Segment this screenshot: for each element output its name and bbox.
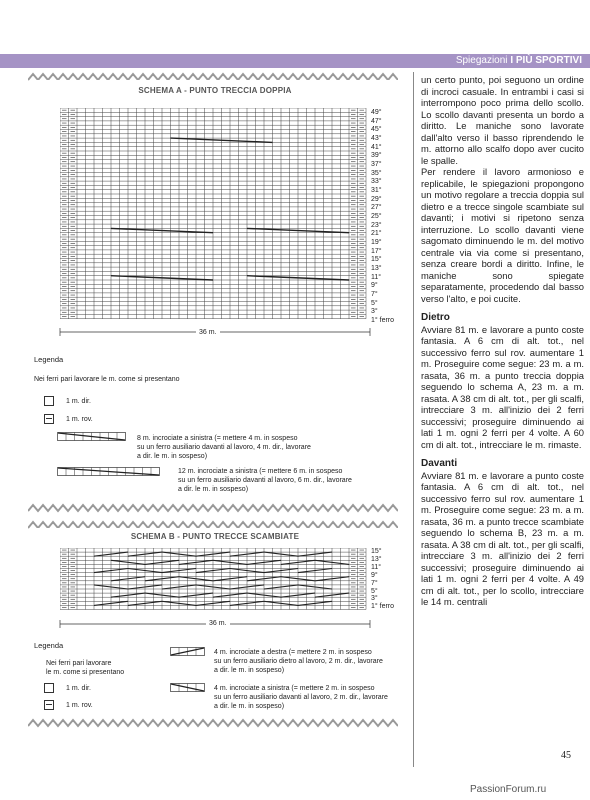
schema-b-row-label: 13° bbox=[371, 555, 382, 563]
schema-a-row-label: 27° bbox=[371, 204, 382, 212]
schema-a-title: SCHEMA A - PUNTO TRECCIA DOPPIA bbox=[138, 86, 292, 95]
schema-a-row-label: 35° bbox=[371, 169, 382, 177]
schema-a-row-label: 1° ferro bbox=[371, 316, 395, 324]
schema-b-title: SCHEMA B - PUNTO TRECCE SCAMBIATE bbox=[130, 532, 300, 541]
schema-b-row-label: 5° bbox=[371, 587, 378, 595]
schema-a-row-label: 5° bbox=[371, 299, 378, 307]
legend-b-rov: 1 m. rov. bbox=[66, 702, 93, 709]
intro-paragraph: un certo punto, poi seguono un ordine di incroci casuale. In entrambi i casi si interrompono poco prima dello scollo. Lo scollo davanti presenta un bordo a diritto. Le maniche sono lavorate dall'alto verso il basso riprendendo le m. attorno allo scalfo dopo aver cucito le spalle. bbox=[421, 74, 584, 166]
schema-a-row-label: 13° bbox=[371, 264, 382, 272]
design-paragraph: Per rendere il lavoro armonioso e replicabile, le spiegazioni propongono un motivo regolare a treccia doppia sul dietro e a trecce singole scambiate sul davanti; i motivi si ripetono senza interruzione. Lo scollo davanti viene sagomato diminuendo le m. del motivo centrale via via come si presentano, senza creare bordi a diritto. Infine, le maniche sono spiegate separatamente, procedendo dal basso verso l'alto, e poi cucite. bbox=[421, 166, 584, 304]
cable-12-left-icon bbox=[57, 467, 167, 477]
cable-4-left-icon bbox=[170, 683, 206, 693]
schema-a-row-label: 11° bbox=[371, 273, 382, 281]
legend-a-title: Legenda bbox=[34, 355, 64, 364]
schema-b-panel bbox=[30, 528, 400, 611]
schema-a-row-label: 23° bbox=[371, 221, 382, 229]
schema-a-panel bbox=[30, 80, 400, 320]
davanti-paragraph: Avviare 81 m. e lavorare a punto coste fantasia. A 6 cm di alt. tot., nel successivo ferro sul rov. aumentare 1 m. Proseguire come segue: 23 m. a m. rasata, 36 m. a punto trecce scambiate seguendo lo schema B, 23 m. a m. rasata. A 38 cm di alt. tot., per gli scalfi, intrecciare 3 m. all'inizio dei 2 ferri successivi; proseguire diminuendo ai lati 1 m. ogni 2 ferri per 4 volte. A 49 cm di alt. tot., per lo scollo, intrecciare le 14 m. centrali bbox=[421, 469, 584, 607]
purl-symbol-icon bbox=[44, 700, 54, 710]
dietro-paragraph: Avviare 81 m. e lavorare a punto coste fantasia. A 6 cm di alt. tot., nel successivo ferro sul rov. aumentare 1 m. Proseguire come segue: 23 m. a m. rasata, 36 m. a punto treccia doppia seguendo lo schema A, 23 m. a m. rasata. A 38 cm di alt. tot., per gli scalfi, intrecciare 3 m. all'inizio dei 2 ferri successivi; proseguire diminuendo ai lati 1 m. ogni 2 ferri per 4 volte. A 60 cm di alt. tot., intrecciare le m. rimaste. bbox=[421, 323, 584, 450]
schema-a-row-label: 41° bbox=[371, 143, 382, 151]
schema-b-row-label: 3° bbox=[371, 595, 378, 603]
instructions-column bbox=[421, 74, 584, 608]
schema-a-row-label: 31° bbox=[371, 186, 382, 194]
section-header bbox=[456, 54, 582, 68]
schema-b-row-label: 9° bbox=[371, 571, 378, 579]
watermark: PassionForum.ru bbox=[470, 784, 547, 795]
schema-a-row-label: 7° bbox=[371, 290, 378, 298]
legend-b-cross-left: 4 m. incrociate a sinistra (= mettere 2 m. in sospeso su un ferro ausiliario davanti al lavoro, 2 m. dir., lavorare a dir. le m. in sospeso) bbox=[214, 685, 388, 710]
legend-a-intro: Nei ferri pari lavorare le m. come si presentano bbox=[34, 376, 180, 383]
schema-a-row-label: 45° bbox=[371, 126, 382, 134]
schema-b-row-label: 7° bbox=[371, 579, 378, 587]
schema-a-row-label: 19° bbox=[371, 238, 382, 246]
header-section-label: Spiegazioni bbox=[455, 55, 508, 66]
purl-symbol-icon bbox=[44, 414, 54, 424]
schema-b-bottom-border bbox=[28, 718, 398, 728]
schema-a-row-label: 37° bbox=[371, 160, 382, 168]
legend-b-title: Legenda bbox=[34, 641, 64, 650]
schema-b-chart bbox=[60, 548, 370, 610]
schema-a-row-label: 49° bbox=[371, 109, 382, 116]
schema-a-bottom-border bbox=[28, 503, 398, 513]
schema-a-width-label: 36 m. bbox=[196, 329, 220, 336]
legend-b-dir: 1 m. dir. bbox=[66, 685, 91, 692]
schema-b-width-label: 36 m. bbox=[206, 620, 230, 627]
schema-a-row-label: 29° bbox=[371, 195, 382, 203]
column-divider bbox=[413, 72, 414, 767]
schema-a-row-label: 21° bbox=[371, 230, 382, 238]
legend-b-intro: Nei ferri pari lavorare le m. come si presentano bbox=[46, 660, 125, 676]
schema-a-row-label: 15° bbox=[371, 256, 382, 264]
schema-a-row-label: 9° bbox=[371, 282, 378, 290]
cable-8-left-icon bbox=[57, 432, 127, 442]
legend-a-cross8: 8 m. incrociate a sinistra (= mettere 4 m. in sospeso su un ferro ausiliario davanti al lavoro, 4 m. dir., lavorare a dir. le m. in sospeso) bbox=[137, 435, 311, 460]
schema-b-row-label: 11° bbox=[371, 563, 382, 571]
schema-a-row-label: 39° bbox=[371, 152, 382, 160]
schema-a-row-label: 3° bbox=[371, 308, 378, 316]
header-title: I PIÙ SPORTIVI bbox=[510, 55, 582, 66]
legend-b-cross-right: 4 m. incrociate a destra (= mettere 2 m. in sospeso su un ferro ausiliario dietro al lavoro, 2 m. dir., lavorare a dir. le m. in sospeso) bbox=[214, 649, 383, 674]
legend-a-dir: 1 m. dir. bbox=[66, 398, 91, 405]
schema-b-row-label: 1° ferro bbox=[371, 603, 395, 611]
schema-a-chart bbox=[60, 108, 370, 320]
schema-b-row-label: 15° bbox=[371, 548, 382, 555]
knit-symbol-icon bbox=[44, 683, 54, 693]
schema-a-row-label: 47° bbox=[371, 117, 382, 125]
page-number: 45 bbox=[561, 750, 571, 761]
davanti-heading: Davanti bbox=[421, 458, 458, 469]
schema-a-row-label: 17° bbox=[371, 247, 382, 255]
schema-a-row-label: 33° bbox=[371, 178, 382, 186]
dietro-heading: Dietro bbox=[421, 312, 450, 323]
legend-a-cross12: 12 m. incrociate a sinistra (= mettere 6 m. in sospeso su un ferro ausiliario davanti al lavoro, 6 m. dir., lavorare a dir. le m. in sospeso) bbox=[178, 468, 352, 493]
knit-symbol-icon bbox=[44, 396, 54, 406]
legend-a-rov: 1 m. rov. bbox=[66, 416, 93, 423]
schema-a-row-label: 43° bbox=[371, 134, 382, 142]
cable-4-right-icon bbox=[170, 647, 206, 657]
schema-a-row-label: 25° bbox=[371, 212, 382, 220]
